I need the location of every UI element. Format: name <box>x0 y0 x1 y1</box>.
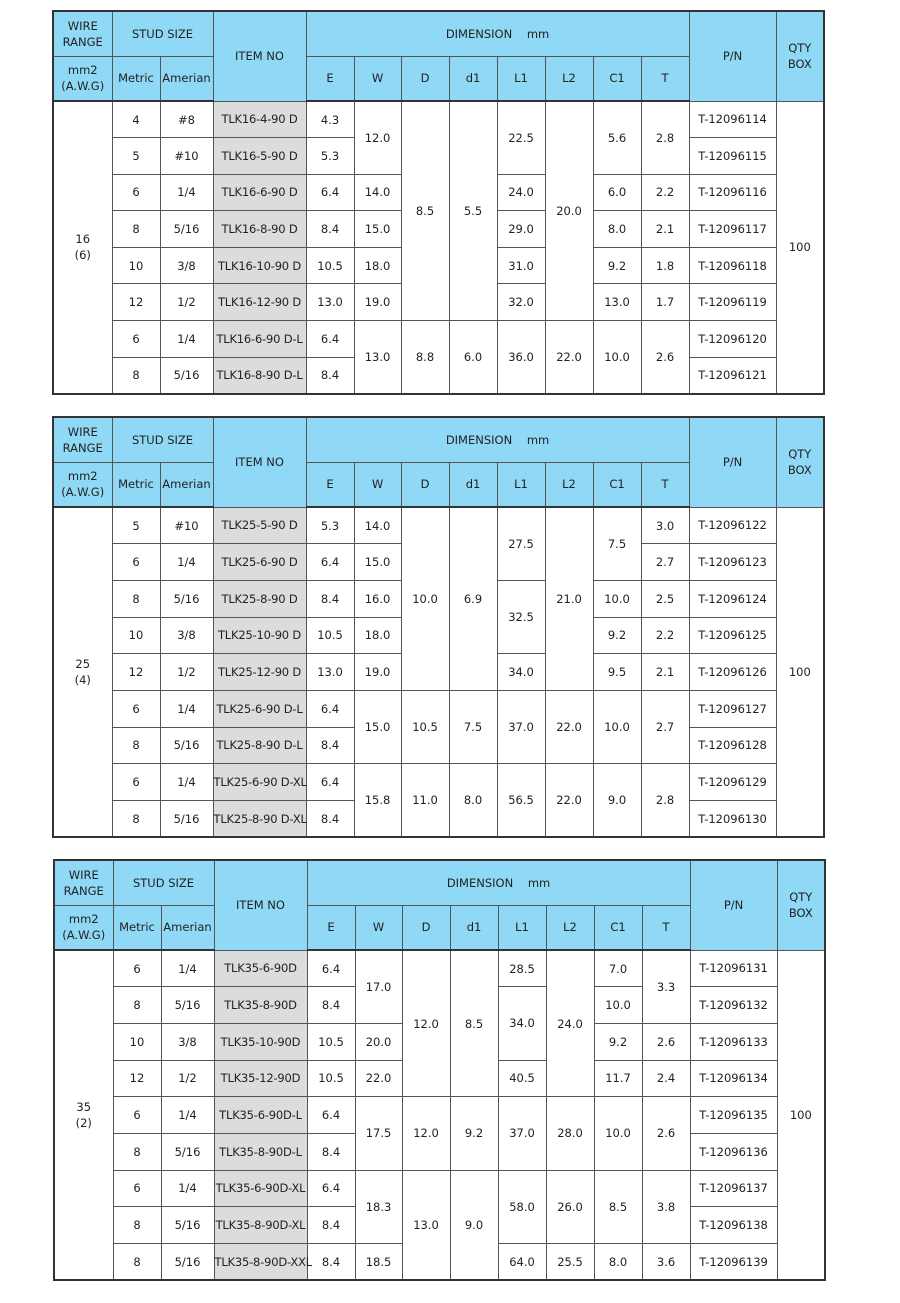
dim-l1-cell: 34.0 <box>498 987 546 1060</box>
american-cell: 1/4 <box>160 321 213 358</box>
header-dimension: DIMENSION mm <box>306 417 689 462</box>
header-dim-d1: d1 <box>450 905 498 950</box>
dim-t-cell: 2.7 <box>641 544 689 581</box>
header-dimension: DIMENSION mm <box>307 860 690 905</box>
header-wire-unit: mm2 (A.W.G) <box>54 905 113 950</box>
dim-l2-cell: 21.0 <box>545 507 593 690</box>
american-cell: 1/4 <box>161 1170 214 1207</box>
dim-t-cell: 2.2 <box>641 174 689 211</box>
dim-d1-cell: 6.9 <box>449 507 497 690</box>
dim-e-cell: 8.4 <box>307 1133 355 1170</box>
header-metric: Metric <box>112 462 160 507</box>
dim-w-cell: 12.0 <box>354 101 401 174</box>
pn-cell: T-12096136 <box>690 1133 777 1170</box>
dim-e-cell: 6.4 <box>307 1170 355 1207</box>
item-no-cell: TLK25-12-90 D <box>213 654 306 691</box>
american-cell: 1/4 <box>161 950 214 987</box>
header-dim-c1: C1 <box>594 905 642 950</box>
american-cell: 1/4 <box>160 690 213 727</box>
pn-cell: T-12096121 <box>689 357 776 394</box>
header-wire-range: WIRE RANGE <box>54 860 113 905</box>
header-dimension: DIMENSION mm <box>306 11 689 56</box>
american-cell: 3/8 <box>161 1023 214 1060</box>
pn-cell: T-12096122 <box>689 507 776 544</box>
pn-cell: T-12096129 <box>689 764 776 801</box>
dim-l2-cell: 24.0 <box>546 950 594 1097</box>
header-dim-e: E <box>306 56 354 101</box>
header-dim-d1: d1 <box>449 462 497 507</box>
american-cell: 1/2 <box>161 1060 214 1097</box>
metric-cell: 6 <box>112 321 160 358</box>
american-cell: #10 <box>160 507 213 544</box>
dim-d-cell: 10.5 <box>401 690 449 763</box>
metric-cell: 10 <box>113 1023 161 1060</box>
dim-c1-cell: 9.2 <box>593 247 641 284</box>
item-no-cell: TLK25-8-90 D-L <box>213 727 306 764</box>
american-cell: 1/4 <box>160 764 213 801</box>
dim-l1-cell: 32.5 <box>497 580 545 653</box>
item-no-cell: TLK16-6-90 D <box>213 174 306 211</box>
american-cell: 5/16 <box>161 1207 214 1244</box>
spec-table-16 <box>52 10 825 395</box>
dim-d-cell: 12.0 <box>402 1097 450 1170</box>
header-american: Amerian <box>161 905 214 950</box>
dim-c1-cell: 7.0 <box>594 950 642 987</box>
dim-d-cell: 11.0 <box>401 764 449 837</box>
dim-e-cell: 13.0 <box>306 284 354 321</box>
metric-cell: 4 <box>112 101 160 138</box>
item-no-cell: TLK16-8-90 D-L <box>213 357 306 394</box>
dim-w-cell: 14.0 <box>354 174 401 211</box>
header-dim-t: T <box>642 905 690 950</box>
dim-t-cell: 2.1 <box>641 211 689 248</box>
header-dim-d: D <box>401 462 449 507</box>
header-item-no: ITEM NO <box>213 11 306 101</box>
dim-t-cell: 3.6 <box>642 1244 690 1281</box>
dim-e-cell: 10.5 <box>307 1023 355 1060</box>
dim-e-cell: 13.0 <box>306 654 354 691</box>
dim-e-cell: 6.4 <box>306 764 354 801</box>
header-dim-l1: L1 <box>498 905 546 950</box>
item-no-cell: TLK25-8-90 D-XL <box>213 801 306 838</box>
dim-c1-cell: 13.0 <box>593 284 641 321</box>
header-dim-c1: C1 <box>593 56 641 101</box>
dim-e-cell: 8.4 <box>307 987 355 1024</box>
metric-cell: 6 <box>113 950 161 987</box>
header-item-no: ITEM NO <box>213 417 306 507</box>
pn-cell: T-12096120 <box>689 321 776 358</box>
dim-t-cell: 2.5 <box>641 580 689 617</box>
dim-t-cell: 1.7 <box>641 284 689 321</box>
metric-cell: 8 <box>112 211 160 248</box>
header-stud-size: STUD SIZE <box>113 860 214 905</box>
dim-e-cell: 6.4 <box>306 321 354 358</box>
item-no-cell: TLK16-12-90 D <box>213 284 306 321</box>
dim-w-cell: 15.0 <box>354 690 401 763</box>
pn-cell: T-12096118 <box>689 247 776 284</box>
header-pn: P/N <box>690 860 777 950</box>
dim-w-cell: 13.0 <box>354 321 401 394</box>
dim-d-cell: 8.8 <box>401 321 449 394</box>
dim-e-cell: 8.4 <box>306 357 354 394</box>
table-row <box>54 1097 825 1134</box>
header-dim-l1: L1 <box>497 56 545 101</box>
header-stud-size: STUD SIZE <box>112 11 213 56</box>
header-dim-l2: L2 <box>545 56 593 101</box>
header-item-no: ITEM NO <box>214 860 307 950</box>
dim-e-cell: 8.4 <box>306 211 354 248</box>
dim-w-cell: 18.0 <box>354 247 401 284</box>
item-no-cell: TLK35-12-90D <box>214 1060 307 1097</box>
header-pn: P/N <box>689 11 776 101</box>
american-cell: 1/2 <box>160 284 213 321</box>
header-dim-l2: L2 <box>546 905 594 950</box>
metric-cell: 6 <box>113 1097 161 1134</box>
pn-cell: T-12096133 <box>690 1023 777 1060</box>
pn-cell: T-12096132 <box>690 987 777 1024</box>
header-wire-unit: mm2 (A.W.G) <box>53 56 112 101</box>
header-qty-box: QTY BOX <box>776 11 824 101</box>
header-dim-w: W <box>354 56 401 101</box>
dim-e-cell: 5.3 <box>306 138 354 175</box>
american-cell: 1/4 <box>161 1097 214 1134</box>
dim-e-cell: 6.4 <box>306 690 354 727</box>
item-no-cell: TLK25-10-90 D <box>213 617 306 654</box>
header-dim-w: W <box>354 462 401 507</box>
dim-w-cell: 16.0 <box>354 580 401 617</box>
table-row <box>53 321 824 358</box>
american-cell: 5/16 <box>161 1133 214 1170</box>
dim-l1-cell: 24.0 <box>497 174 545 211</box>
dim-l1-cell: 28.5 <box>498 950 546 987</box>
pn-cell: T-12096137 <box>690 1170 777 1207</box>
metric-cell: 5 <box>112 507 160 544</box>
metric-cell: 8 <box>112 801 160 838</box>
pn-cell: T-12096119 <box>689 284 776 321</box>
dim-e-cell: 6.4 <box>306 544 354 581</box>
header-stud-size: STUD SIZE <box>112 417 213 462</box>
dim-e-cell: 5.3 <box>306 507 354 544</box>
pn-cell: T-12096138 <box>690 1207 777 1244</box>
header-dim-d1: d1 <box>449 56 497 101</box>
spec-table-25 <box>52 416 825 838</box>
dim-t-cell: 2.6 <box>641 321 689 394</box>
item-no-cell: TLK35-8-90D <box>214 987 307 1024</box>
metric-cell: 5 <box>112 138 160 175</box>
dim-t-cell: 2.2 <box>641 617 689 654</box>
dim-c1-cell: 10.0 <box>594 1097 642 1170</box>
header-dim-t: T <box>641 462 689 507</box>
header-dim-w: W <box>355 905 402 950</box>
dim-l1-cell: 31.0 <box>497 247 545 284</box>
dim-t-cell: 1.8 <box>641 247 689 284</box>
metric-cell: 8 <box>112 727 160 764</box>
metric-cell: 12 <box>112 284 160 321</box>
dim-w-cell: 14.0 <box>354 507 401 544</box>
dim-d-cell: 10.0 <box>401 507 449 690</box>
table-row <box>53 764 824 801</box>
dim-l2-cell: 26.0 <box>546 1170 594 1243</box>
american-cell: 3/8 <box>160 617 213 654</box>
header-dim-c1: C1 <box>593 462 641 507</box>
item-no-cell: TLK25-6-90 D-XL <box>213 764 306 801</box>
dim-t-cell: 2.6 <box>642 1097 690 1170</box>
dim-t-cell: 3.8 <box>642 1170 690 1243</box>
item-no-cell: TLK25-6-90 D-L <box>213 690 306 727</box>
item-no-cell: TLK16-6-90 D-L <box>213 321 306 358</box>
dim-e-cell: 6.4 <box>306 174 354 211</box>
qty-box-cell: 100 <box>776 101 824 394</box>
metric-cell: 10 <box>112 617 160 654</box>
metric-cell: 8 <box>113 1207 161 1244</box>
dim-c1-cell: 10.0 <box>593 321 641 394</box>
metric-cell: 12 <box>112 654 160 691</box>
dim-d1-cell: 8.0 <box>449 764 497 837</box>
dim-e-cell: 4.3 <box>306 101 354 138</box>
dim-c1-cell: 9.0 <box>593 764 641 837</box>
dim-l1-cell: 22.5 <box>497 101 545 174</box>
metric-cell: 8 <box>112 357 160 394</box>
dim-c1-cell: 10.0 <box>593 690 641 763</box>
table-row <box>53 101 824 138</box>
item-no-cell: TLK16-10-90 D <box>213 247 306 284</box>
american-cell: 5/16 <box>160 727 213 764</box>
dim-d1-cell: 9.0 <box>450 1170 498 1280</box>
table-row <box>53 507 824 544</box>
dim-t-cell: 2.4 <box>642 1060 690 1097</box>
item-no-cell: TLK25-8-90 D <box>213 580 306 617</box>
qty-box-cell: 100 <box>776 507 824 837</box>
dim-l1-cell: 37.0 <box>497 690 545 763</box>
dim-e-cell: 10.5 <box>307 1060 355 1097</box>
dim-e-cell: 6.4 <box>307 1097 355 1134</box>
header-wire-unit: mm2 (A.W.G) <box>53 462 112 507</box>
dim-c1-cell: 8.0 <box>593 211 641 248</box>
item-no-cell: TLK35-8-90D-L <box>214 1133 307 1170</box>
american-cell: 1/4 <box>160 174 213 211</box>
dim-t-cell: 3.0 <box>641 507 689 544</box>
dim-l1-cell: 36.0 <box>497 321 545 394</box>
table-row <box>54 1170 825 1207</box>
pn-cell: T-12096135 <box>690 1097 777 1134</box>
dim-t-cell: 3.3 <box>642 950 690 1023</box>
dim-w-cell: 17.5 <box>355 1097 402 1170</box>
dim-d1-cell: 9.2 <box>450 1097 498 1170</box>
pn-cell: T-12096125 <box>689 617 776 654</box>
dim-c1-cell: 10.0 <box>594 987 642 1024</box>
american-cell: 5/16 <box>160 580 213 617</box>
item-no-cell: TLK35-6-90D-L <box>214 1097 307 1134</box>
dim-c1-cell: 7.5 <box>593 507 641 580</box>
pn-cell: T-12096126 <box>689 654 776 691</box>
item-no-cell: TLK35-6-90D <box>214 950 307 987</box>
dim-l1-cell: 37.0 <box>498 1097 546 1170</box>
dim-l1-cell: 58.0 <box>498 1170 546 1243</box>
dim-c1-cell: 9.2 <box>594 1023 642 1060</box>
american-cell: #8 <box>160 101 213 138</box>
dim-l2-cell: 22.0 <box>545 321 593 394</box>
dim-d-cell: 13.0 <box>402 1170 450 1280</box>
dim-d1-cell: 8.5 <box>450 950 498 1097</box>
dim-d1-cell: 5.5 <box>449 101 497 321</box>
header-qty-box: QTY BOX <box>776 417 824 507</box>
american-cell: #10 <box>160 138 213 175</box>
dim-e-cell: 8.4 <box>307 1244 355 1281</box>
item-no-cell: TLK35-6-90D-XL <box>214 1170 307 1207</box>
header-dim-d: D <box>402 905 450 950</box>
american-cell: 5/16 <box>160 801 213 838</box>
wire-range-cell: 25 (4) <box>53 507 112 837</box>
dim-l1-cell: 40.5 <box>498 1060 546 1097</box>
dim-w-cell: 17.0 <box>355 950 402 1023</box>
dim-d1-cell: 7.5 <box>449 690 497 763</box>
pn-cell: T-12096123 <box>689 544 776 581</box>
dim-c1-cell: 8.0 <box>594 1244 642 1281</box>
table-row <box>53 690 824 727</box>
metric-cell: 6 <box>112 764 160 801</box>
pn-cell: T-12096116 <box>689 174 776 211</box>
header-metric: Metric <box>112 56 160 101</box>
american-cell: 5/16 <box>161 1244 214 1281</box>
dim-e-cell: 8.4 <box>306 727 354 764</box>
dim-c1-cell: 11.7 <box>594 1060 642 1097</box>
header-pn: P/N <box>689 417 776 507</box>
metric-cell: 8 <box>113 987 161 1024</box>
dim-w-cell: 15.0 <box>354 544 401 581</box>
header-wire-range: WIRE RANGE <box>53 417 112 462</box>
header-wire-range: WIRE RANGE <box>53 11 112 56</box>
dim-w-cell: 18.3 <box>355 1170 402 1243</box>
dim-w-cell: 18.0 <box>354 617 401 654</box>
dim-c1-cell: 8.5 <box>594 1170 642 1243</box>
dim-d-cell: 12.0 <box>402 950 450 1097</box>
dim-l1-cell: 32.0 <box>497 284 545 321</box>
american-cell: 3/8 <box>160 247 213 284</box>
dim-e-cell: 10.5 <box>306 617 354 654</box>
dim-w-cell: 19.0 <box>354 654 401 691</box>
header-american: Amerian <box>160 56 213 101</box>
dim-c1-cell: 6.0 <box>593 174 641 211</box>
dim-e-cell: 8.4 <box>307 1207 355 1244</box>
pn-cell: T-12096130 <box>689 801 776 838</box>
pn-cell: T-12096139 <box>690 1244 777 1281</box>
item-no-cell: TLK16-8-90 D <box>213 211 306 248</box>
header-dim-l1: L1 <box>497 462 545 507</box>
header-metric: Metric <box>113 905 161 950</box>
metric-cell: 10 <box>112 247 160 284</box>
dim-w-cell: 15.0 <box>354 211 401 248</box>
item-no-cell: TLK16-5-90 D <box>213 138 306 175</box>
dim-l2-cell: 20.0 <box>545 101 593 321</box>
item-no-cell: TLK25-6-90 D <box>213 544 306 581</box>
dim-w-cell: 15.8 <box>354 764 401 837</box>
metric-cell: 12 <box>113 1060 161 1097</box>
pn-cell: T-12096124 <box>689 580 776 617</box>
pn-cell: T-12096114 <box>689 101 776 138</box>
dim-l2-cell: 22.0 <box>545 690 593 763</box>
header-american: Amerian <box>160 462 213 507</box>
metric-cell: 8 <box>112 580 160 617</box>
header-dim-e: E <box>307 905 355 950</box>
dim-d-cell: 8.5 <box>401 101 449 321</box>
dim-l1-cell: 29.0 <box>497 211 545 248</box>
american-cell: 1/4 <box>160 544 213 581</box>
american-cell: 5/16 <box>161 987 214 1024</box>
dim-c1-cell: 9.2 <box>593 617 641 654</box>
american-cell: 5/16 <box>160 357 213 394</box>
header-dim-e: E <box>306 462 354 507</box>
metric-cell: 8 <box>113 1244 161 1281</box>
dim-e-cell: 8.4 <box>306 580 354 617</box>
metric-cell: 6 <box>112 544 160 581</box>
dim-t-cell: 2.1 <box>641 654 689 691</box>
dim-w-cell: 18.5 <box>355 1244 402 1281</box>
american-cell: 5/16 <box>160 211 213 248</box>
dim-l2-cell: 25.5 <box>546 1244 594 1281</box>
dim-l1-cell: 27.5 <box>497 507 545 580</box>
wire-range-cell: 16 (6) <box>53 101 112 394</box>
dim-t-cell: 2.7 <box>641 690 689 763</box>
dim-e-cell: 8.4 <box>306 801 354 838</box>
metric-cell: 6 <box>112 174 160 211</box>
dim-d1-cell: 6.0 <box>449 321 497 394</box>
dim-l1-cell: 64.0 <box>498 1244 546 1281</box>
dim-t-cell: 2.8 <box>641 101 689 174</box>
dim-t-cell: 2.6 <box>642 1023 690 1060</box>
wire-range-cell: 35 (2) <box>54 950 113 1280</box>
pn-cell: T-12096128 <box>689 727 776 764</box>
qty-box-cell: 100 <box>777 950 825 1280</box>
dim-l1-cell: 56.5 <box>497 764 545 837</box>
dim-l2-cell: 22.0 <box>545 764 593 837</box>
pn-cell: T-12096115 <box>689 138 776 175</box>
item-no-cell: TLK35-8-90D-XXL <box>214 1244 307 1281</box>
header-dim-l2: L2 <box>545 462 593 507</box>
spec-table-35 <box>53 859 826 1281</box>
pn-cell: T-12096117 <box>689 211 776 248</box>
item-no-cell: TLK35-10-90D <box>214 1023 307 1060</box>
header-qty-box: QTY BOX <box>777 860 825 950</box>
dim-w-cell: 22.0 <box>355 1060 402 1097</box>
pn-cell: T-12096131 <box>690 950 777 987</box>
header-dim-d: D <box>401 56 449 101</box>
dim-e-cell: 10.5 <box>306 247 354 284</box>
metric-cell: 6 <box>113 1170 161 1207</box>
dim-w-cell: 20.0 <box>355 1023 402 1060</box>
pn-cell: T-12096127 <box>689 690 776 727</box>
item-no-cell: TLK16-4-90 D <box>213 101 306 138</box>
pn-cell: T-12096134 <box>690 1060 777 1097</box>
dim-e-cell: 6.4 <box>307 950 355 987</box>
metric-cell: 6 <box>112 690 160 727</box>
dim-c1-cell: 5.6 <box>593 101 641 174</box>
dim-l2-cell: 28.0 <box>546 1097 594 1170</box>
dim-c1-cell: 9.5 <box>593 654 641 691</box>
dim-l1-cell: 34.0 <box>497 654 545 691</box>
metric-cell: 8 <box>113 1133 161 1170</box>
dim-t-cell: 2.8 <box>641 764 689 837</box>
table-row <box>54 950 825 987</box>
item-no-cell: TLK35-8-90D-XL <box>214 1207 307 1244</box>
header-dim-t: T <box>641 56 689 101</box>
dim-w-cell: 19.0 <box>354 284 401 321</box>
dim-c1-cell: 10.0 <box>593 580 641 617</box>
item-no-cell: TLK25-5-90 D <box>213 507 306 544</box>
american-cell: 1/2 <box>160 654 213 691</box>
